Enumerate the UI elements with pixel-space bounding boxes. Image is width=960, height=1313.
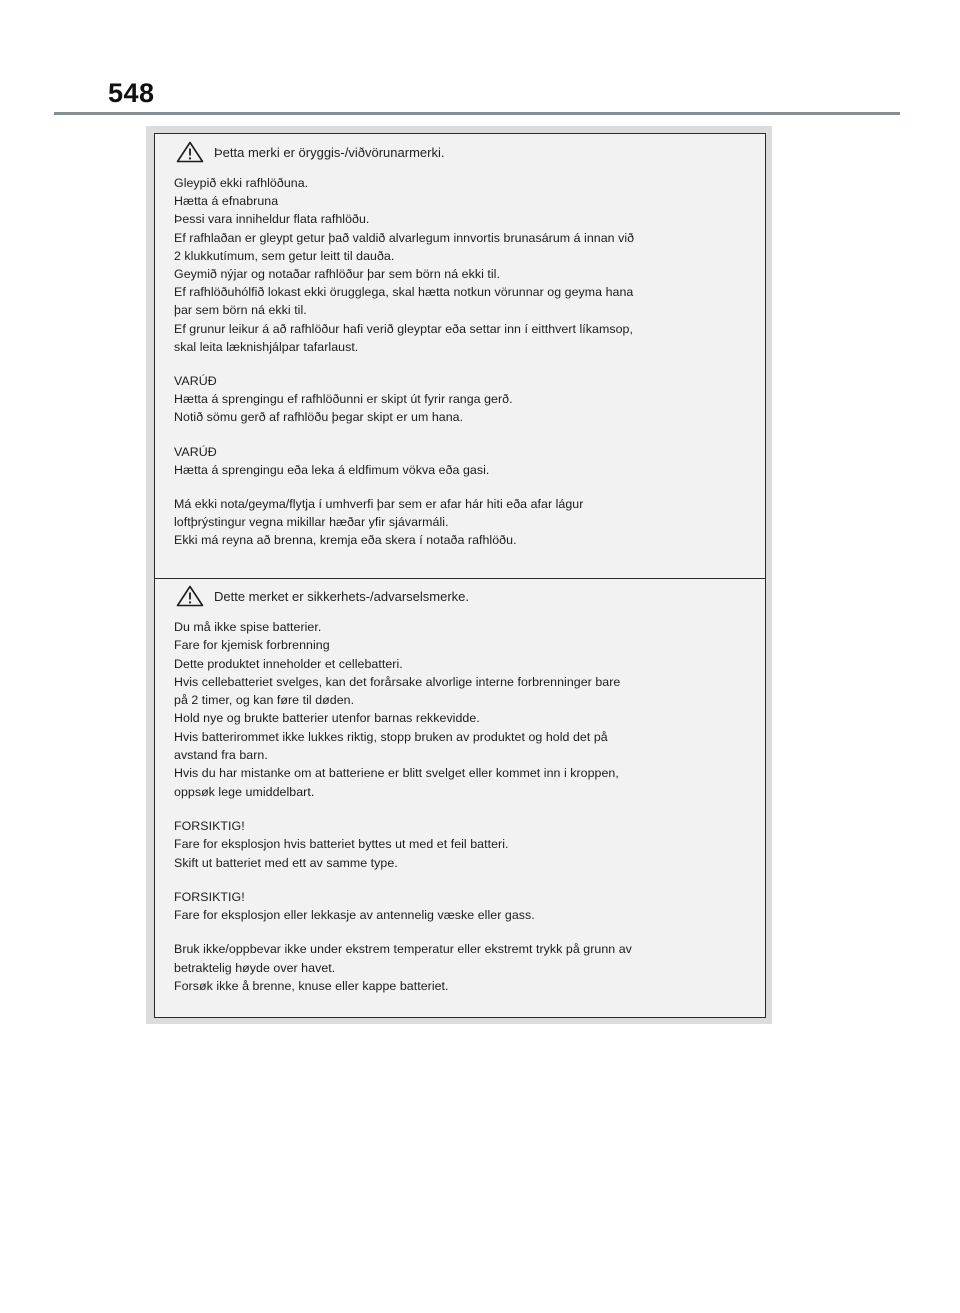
- text-line: Fare for kjemisk forbrenning: [174, 638, 330, 653]
- text-line: Geymið nýjar og notaðar rafhlöður þar sem börn ná ekki til.: [174, 267, 500, 282]
- text-line: Forsøk ikke å brenne, knuse eller kappe batteriet.: [174, 979, 449, 994]
- icelandic-block-1: [174, 174, 749, 356]
- text-line: Dette produktet inneholder et cellebatteri.: [174, 656, 403, 671]
- text-line: på 2 timer, og kan føre til døden.: [174, 693, 355, 708]
- icelandic-block-2: [174, 372, 749, 427]
- text-line: skal leita læknishjálpar tafarlaust.: [174, 339, 359, 354]
- icelandic-heading: [174, 142, 749, 162]
- warning-triangle-icon: [176, 585, 204, 607]
- header-rule: [54, 112, 900, 115]
- text-line: Hold nye og brukte batterier utenfor barnas rekkevidde.: [174, 711, 480, 726]
- text-line: Hvis batterirommet ikke lukkes riktig, stopp bruken av produktet og hold det på: [174, 729, 608, 744]
- icelandic-warning-panel: [155, 134, 765, 578]
- icelandic-heading-text: Þetta merki er öryggis-/viðvörunarmerki.: [214, 144, 445, 160]
- text-line: Hætta á efnabruna: [174, 194, 279, 209]
- text-line: Ekki má reyna að brenna, kremja eða skera í notaða rafhlöðu.: [174, 533, 517, 548]
- text-line: 2 klukkutímum, sem getur leitt til dauða.: [174, 248, 395, 263]
- norwegian-heading: [174, 586, 749, 606]
- norwegian-block-3: [174, 888, 749, 925]
- page-number: 548: [108, 78, 155, 108]
- text-line: Gleypið ekki rafhlöðuna.: [174, 176, 309, 190]
- text-line: Bruk ikke/oppbevar ikke under ekstrem temperatur eller ekstremt trykk på grunn av: [174, 942, 632, 957]
- text-line: Du må ikke spise batterier.: [174, 620, 322, 634]
- caution-title: FORSIKTIG!: [174, 818, 245, 833]
- norwegian-heading-text: Dette merket er sikkerhets-/advarselsmerke.: [214, 588, 470, 604]
- norwegian-block-2: [174, 817, 749, 872]
- text-line: Fare for eksplosjon hvis batteriet byttes ut med et feil batteri.: [174, 837, 509, 852]
- text-line: avstand fra barn.: [174, 748, 268, 763]
- norwegian-warning-panel: [155, 578, 765, 1019]
- text-line: Ef rafhlaðan er gleypt getur það valdið alvarlegum innvortis brunasárum á innan við: [174, 230, 635, 245]
- text-line: Notið sömu gerð af rafhlöðu þegar skipt er um hana.: [174, 410, 464, 425]
- icelandic-block-3: [174, 443, 749, 479]
- text-line: loftþrýstingur vegna mikillar hæðar yfir sjávarmáli.: [174, 515, 449, 530]
- norwegian-block-1: [174, 618, 749, 801]
- text-line: Hætta á sprengingu ef rafhlöðunni er skipt út fyrir ranga gerð.: [174, 392, 513, 407]
- text-line: Ef grunur leikur á að rafhlöður hafi verið gleyptar eða settar inn í eitthvert líkamsop,: [174, 321, 633, 336]
- warning-label: [154, 133, 766, 1018]
- text-line: Þessi vara inniheldur flata rafhlöðu.: [174, 212, 370, 227]
- norwegian-block-4: [174, 940, 749, 995]
- text-line: Hvis du har mistanke om at batteriene er blitt svelget eller kommet inn i kroppen,: [174, 766, 619, 781]
- text-line: oppsøk lege umiddelbart.: [174, 784, 315, 799]
- caution-title: VARÚÐ: [174, 444, 217, 459]
- text-line: Skift ut batteriet med ett av samme type.: [174, 855, 398, 870]
- text-line: Hvis cellebatteriet svelges, kan det forårsake alvorlige interne forbrenninger bare: [174, 674, 621, 689]
- text-line: Ef rafhlöðuhólfið lokast ekki örugglega, skal hætta notkun vörunnar og geyma hana: [174, 285, 634, 300]
- text-line: betraktelig høyde over havet.: [174, 960, 336, 975]
- text-line: Má ekki nota/geyma/flytja í umhverfi þar sem er afar hár hiti eða afar lágur: [174, 497, 584, 512]
- caution-title: VARÚÐ: [174, 374, 217, 389]
- warning-triangle-icon: [176, 141, 204, 163]
- text-line: þar sem börn ná ekki til.: [174, 303, 307, 318]
- caution-title: FORSIKTIG!: [174, 889, 245, 904]
- text-line: Hætta á sprengingu eða leka á eldfimum vökva eða gasi.: [174, 462, 490, 477]
- text-line: Fare for eksplosjon eller lekkasje av antennelig væske eller gass.: [174, 908, 535, 923]
- icelandic-block-4: [174, 495, 749, 550]
